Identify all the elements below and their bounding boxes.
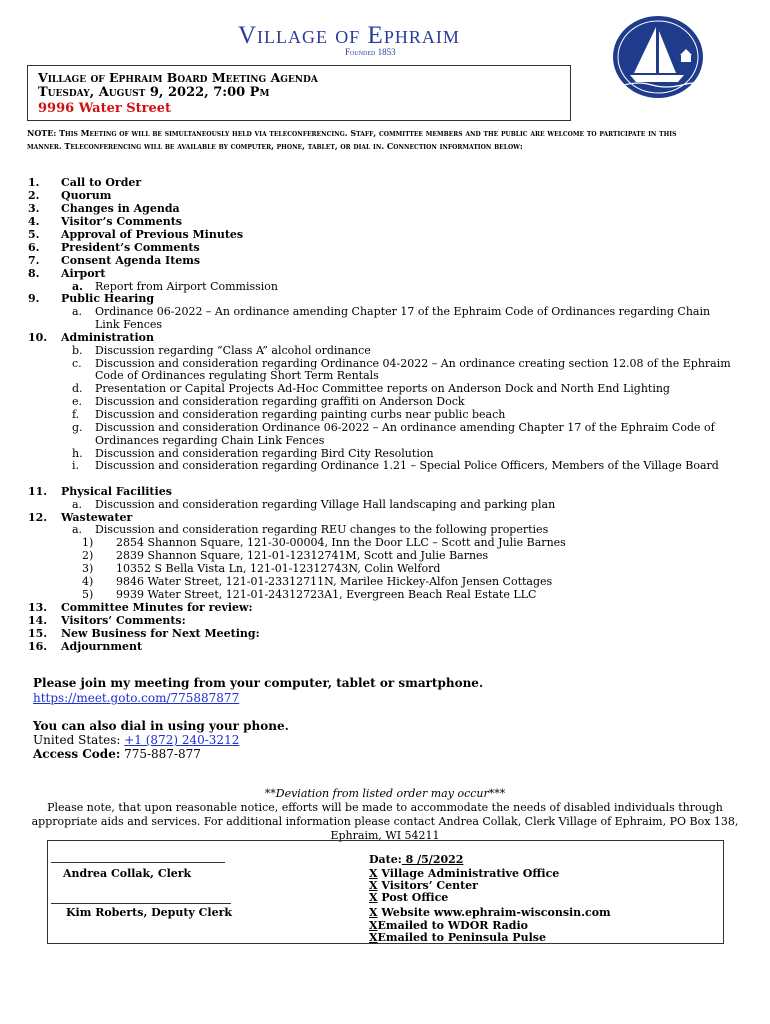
posting-location: Emailed to Peninsula Pulse [377,931,546,944]
sub-letter: a. [72,498,83,511]
us-label: United States: [33,733,125,747]
agenda-item: Administration [61,331,155,344]
agenda-number: 3. [28,202,40,215]
agenda-item: Adjournment [61,640,143,653]
posting-mark: X [369,867,378,880]
property-item: 10352 S Bella Vista Ln, 121-01-12312743N, Colin Welford [116,562,441,575]
sub-item: Discussion and consideration regarding Village Hall landscaping and parking plan [95,498,556,511]
posting-location: Visitors’ Center [381,879,478,892]
sub-letter: i. [72,459,80,472]
sub-letter: a. [72,305,83,318]
posting-location: Emailed to WDOR Radio [377,919,528,932]
meeting-link[interactable]: https://meet.goto.com/775887877 [33,691,240,705]
sub-item: Discussion and consideration regarding painting curbs near public beach [95,408,506,421]
property-number: 4) [82,575,94,588]
agenda-number: 10. [28,331,48,344]
sub-item: Ordinance 06-2022 – An ordinance amending Chapter 17 of the Ephraim Code of Ordinances regarding Chain [95,305,711,318]
sub-letter: a. [72,280,83,293]
signature-line [51,862,225,863]
sub-letter: b. [72,344,83,357]
property-item: 9846 Water Street, 121-01-23312711N, Marilee Hickey-Alfon Jensen Cottages [116,575,553,588]
dial-line [33,733,239,747]
agenda-number: 13. [28,601,48,614]
agenda-item: President’s Comments [61,241,200,254]
agenda-number: 12. [28,511,48,524]
agenda-item: Airport [61,267,106,280]
agenda-number: 8. [28,267,40,280]
sub-item-cont: Link Fences [95,318,163,331]
agenda-item: Public Hearing [61,292,155,305]
agenda-number: 14. [28,614,48,627]
village-title: Village of Ephraim [238,22,460,49]
agenda-item: Quorum [61,189,112,202]
posting-date [369,853,463,866]
sub-letter: d. [72,382,83,395]
agenda-number: 11. [28,485,48,498]
agenda-item: Changes in Agenda [61,202,180,215]
signature-line [51,903,231,904]
sub-letter: a. [72,523,83,536]
agenda-item: Committee Minutes for review: [61,601,253,614]
posting-mark: X [369,891,378,904]
sub-item: Discussion and consideration Ordinance 06-2022 – An ordinance amending Chapter 17 of the Ephraim Code of [95,421,715,434]
sub-item: Discussion and consideration regarding Bird City Resolution [95,447,434,460]
access-line [33,747,201,761]
agenda-item: Approval of Previous Minutes [61,228,244,241]
agenda-item: Wastewater [61,511,133,524]
accessibility-notice: Please note, that upon reasonable notice, efforts will be made to accommodate the needs of disabled individuals through appropriate aids and services. For additional information please contact Andrea Collak, Clerk Village of Ephraim, PO Box 138, Ephraim, WI 54211 [31,801,739,842]
sub-item: Discussion and consideration regarding graffiti on Anderson Dock [95,395,465,408]
posting-item [369,931,546,944]
agenda-number: 5. [28,228,40,241]
agenda-number: 16. [28,640,48,653]
agenda-item: Consent Agenda Items [61,254,201,267]
sub-item: Discussion and consideration regarding REU changes to the following properties [95,523,549,536]
property-number: 2) [82,549,94,562]
property-item: 2854 Shannon Square, 121-30-00004, Inn the Door LLC – Scott and Julie Barnes [116,536,566,549]
posting-item [369,891,448,904]
sub-letter: f. [72,408,80,421]
deputy-clerk-name: Kim Roberts, Deputy Clerk [66,906,232,919]
signature-box [47,840,724,944]
agenda-number: 2. [28,189,40,202]
posting-location: Village Administrative Office [381,867,560,880]
meeting-datetime: Tuesday, August 9, 2022, 7:00 Pm [38,85,270,100]
access-code: 775-887-877 [120,747,201,761]
posting-item [369,906,611,919]
teleconference-note: NOTE: This Meeting of will be simultaneously held via teleconferencing. Staff, committee members and the public are welcome to participate in this manner. Teleconferencing will be available by computer, phone, tablet, or dial in. Connection information below: [27,128,677,151]
posting-mark: X [369,931,378,944]
sub-item: Presentation or Capital Projects Ad-Hoc Committee reports on Anderson Dock and North End Lighting [95,382,670,395]
sub-letter: g. [72,421,83,434]
sub-item: Report from Airport Commission [95,280,279,293]
property-item: 2839 Shannon Square, 121-01-12312741M, Scott and Julie Barnes [116,549,489,562]
posting-mark: X [369,906,378,919]
posting-mark: X [369,919,378,932]
agenda-number: 7. [28,254,40,267]
sub-item: Discussion regarding “Class A” alcohol ordinance [95,344,371,357]
village-seal-logo [612,15,704,99]
date-label: Date: [369,853,402,866]
agenda-item: Visitors’ Comments: [61,614,186,627]
sub-item: Discussion and consideration regarding Ordinance 04-2022 – An ordinance creating section 12.08 of the Ephraim [95,357,731,370]
sub-letter: c. [72,357,82,370]
join-instructions: Please join my meeting from your computer, tablet or smartphone. [33,676,484,690]
sub-item: Discussion and consideration regarding Ordinance 1.21 – Special Police Officers, Members of the Village Board [95,459,719,472]
sub-item-cont: Ordinances regarding Chain Link Fences [95,434,325,447]
agenda-number: 15. [28,627,48,640]
agenda-item: New Business for Next Meeting: [61,627,260,640]
deviation-note: **Deviation from listed order may occur*** [264,787,506,800]
agenda-number: 4. [28,215,40,228]
phone-link[interactable]: +1 (872) 240-3212 [124,733,240,747]
property-number: 3) [82,562,94,575]
agenda-item: Visitor’s Comments [61,215,182,228]
agenda-item: Physical Facilities [61,485,172,498]
founded-subtitle: Founded 1853 [345,47,396,57]
property-number: 5) [82,588,94,601]
posting-location: Website www.ephraim-wisconsin.com [381,906,611,919]
sub-item-cont: Code of Ordinances regulating Short Term Rentals [95,369,379,382]
agenda-number: 1. [28,176,40,189]
clerk-name: Andrea Collak, Clerk [63,867,192,880]
agenda-title: Village of Ephraim Board Meeting Agenda [38,70,318,85]
agenda-number: 6. [28,241,40,254]
posting-mark: X [369,879,378,892]
agenda-title-box [27,65,571,121]
agenda-item: Call to Order [61,176,142,189]
property-item: 9939 Water Street, 121-01-24312723A1, Evergreen Beach Real Estate LLC [116,588,537,601]
posting-location: Post Office [381,891,449,904]
property-number: 1) [82,536,94,549]
date-value: 8 /5/2022 [401,853,464,866]
agenda-number: 9. [28,292,40,305]
meeting-address: 9996 Water Street [38,101,172,116]
sub-letter: h. [72,447,83,460]
dial-instructions: You can also dial in using your phone. [33,719,289,733]
sub-letter: e. [72,395,83,408]
access-label: Access Code: [33,747,121,761]
